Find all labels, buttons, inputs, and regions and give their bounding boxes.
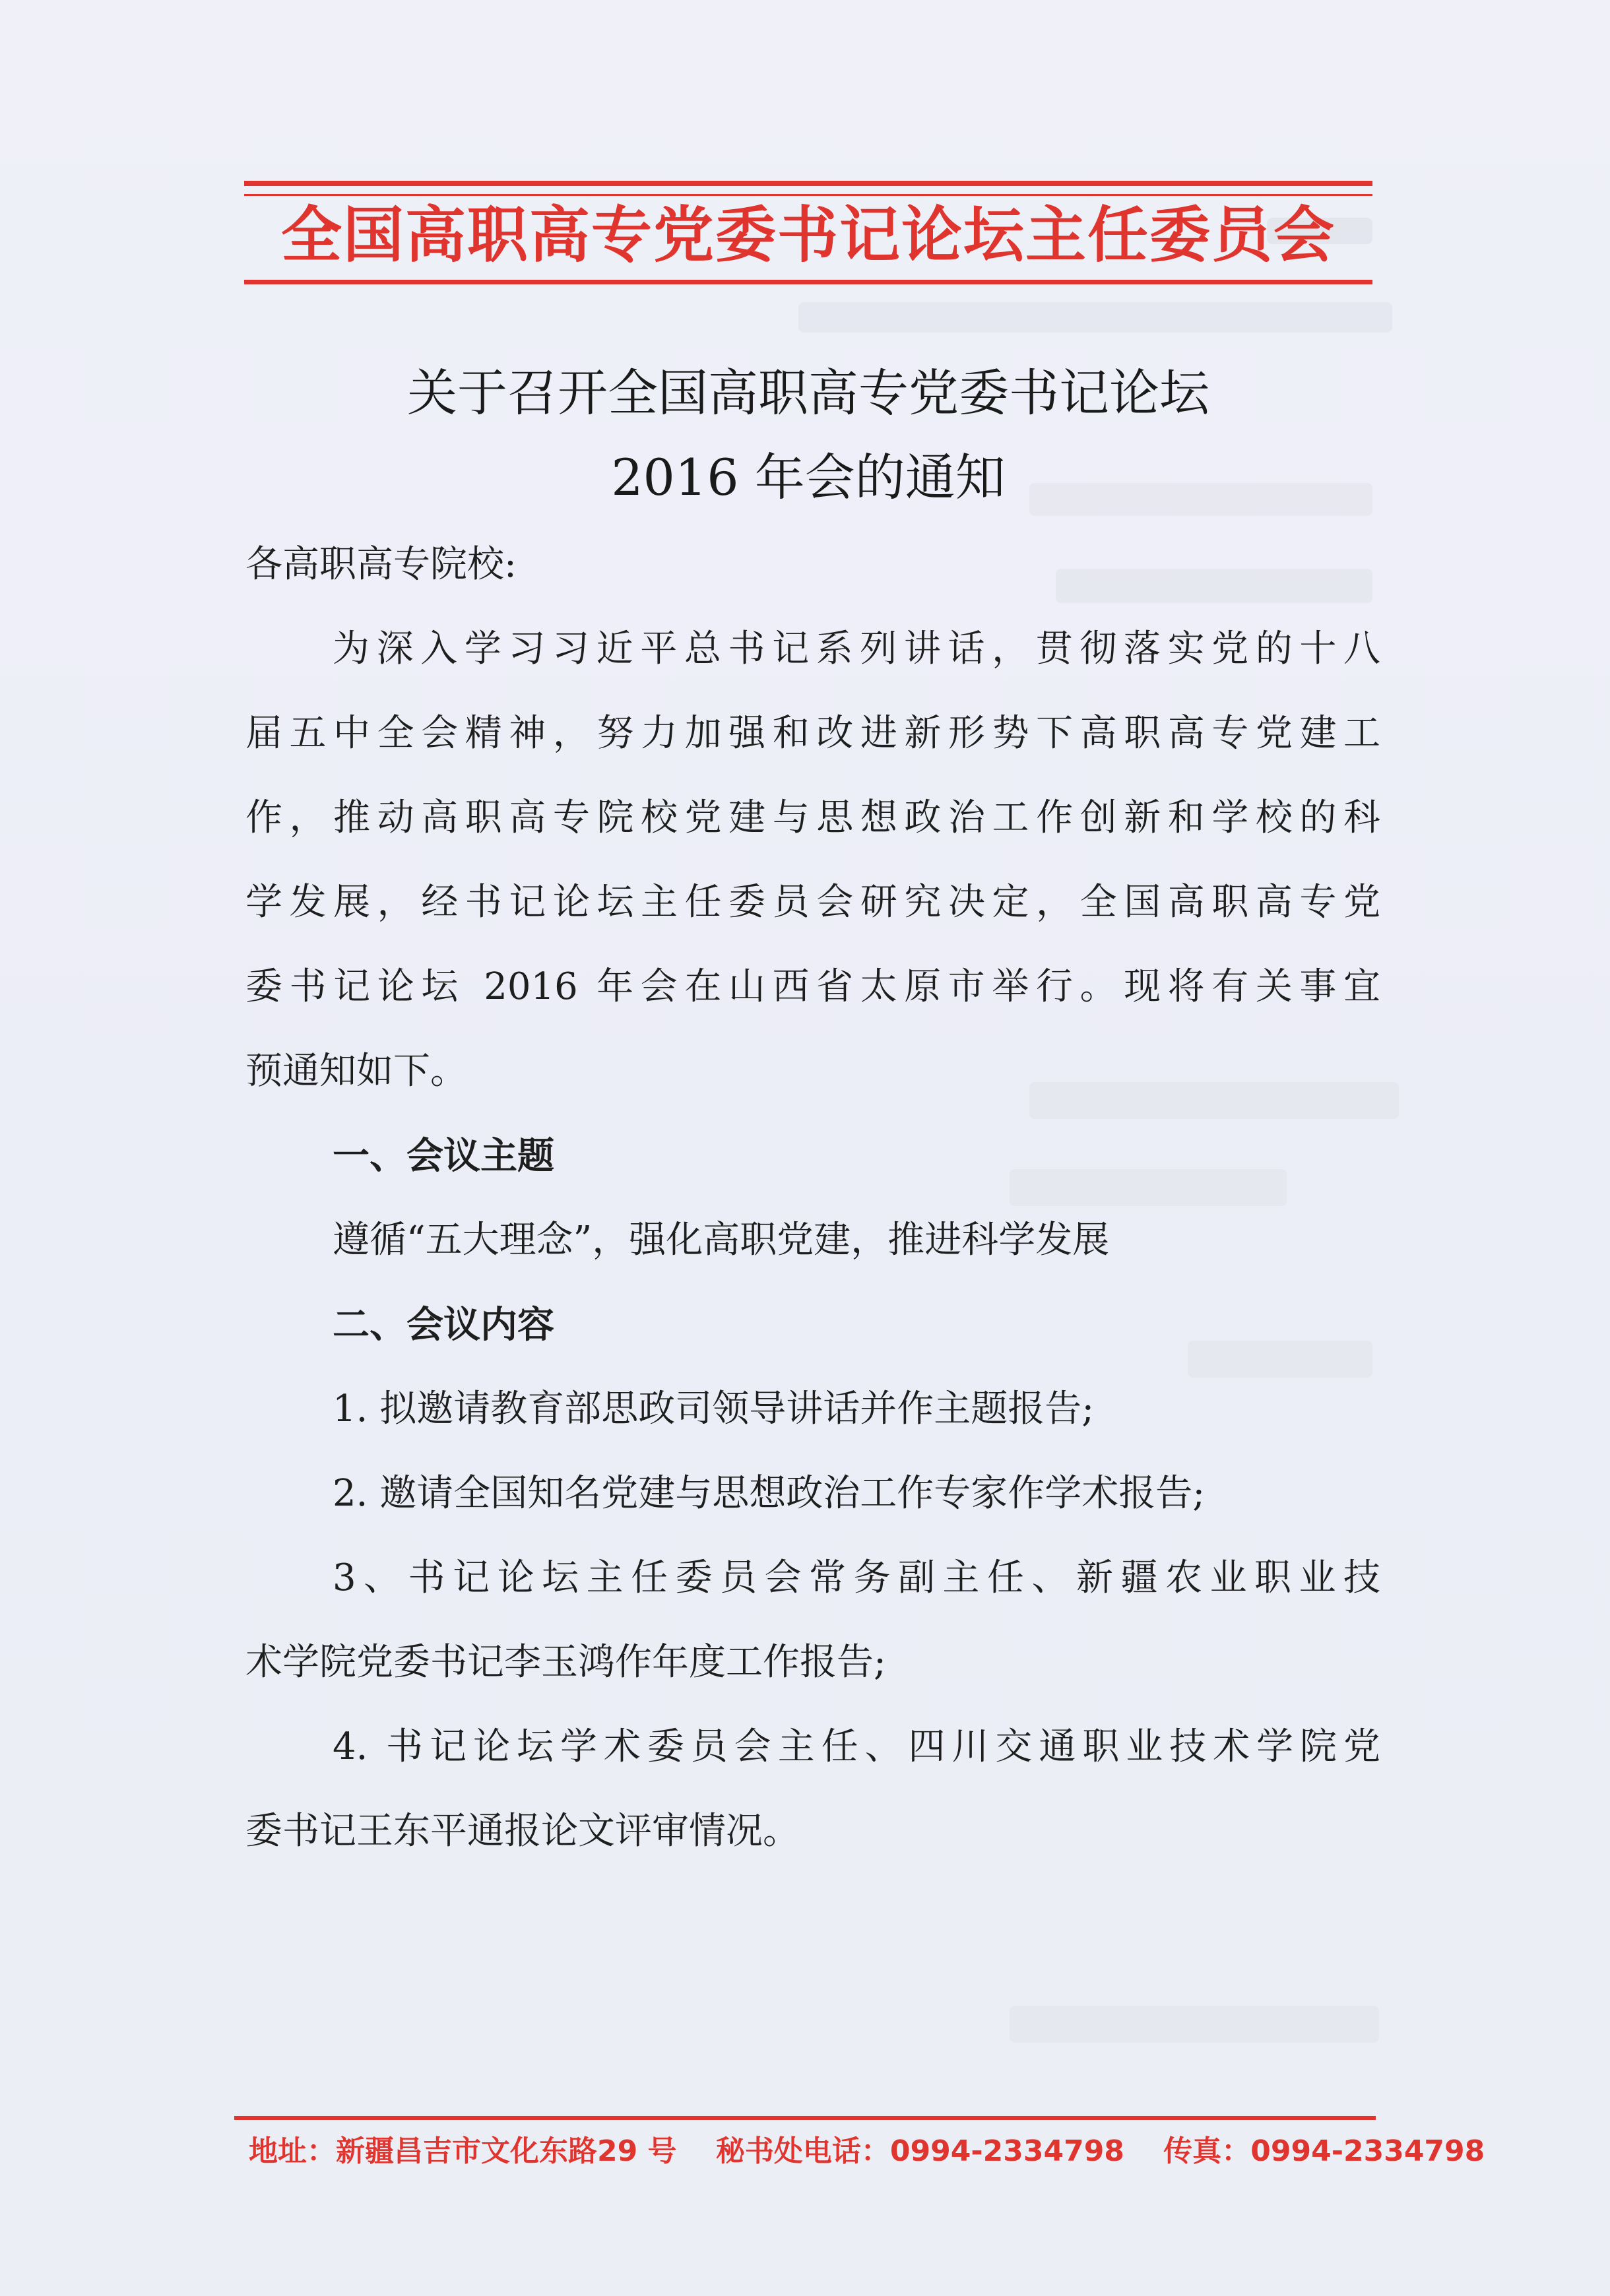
footer-office-phone: 秘书处电话：0994-2334798 [715, 2134, 1124, 2168]
section-2-item: 委书记王东平通报论文评审情况。 [245, 1810, 800, 1853]
intro-line: 委书记论坛 2016 年会在山西省太原市举行。现将有关事宜 [245, 965, 1380, 1008]
section-2-item: 2. 邀请全国知名党建与思想政治工作专家作学术报告; [333, 1472, 1206, 1515]
intro-line: 作，推动高职高专院校党建与思想政治工作创新和学校的科 [245, 796, 1380, 839]
notice-body [245, 523, 1380, 1874]
footer-fax: 传真：0994-2334798 [1163, 2134, 1485, 2168]
letterhead-bottom-rule [244, 280, 1372, 284]
section-2-item: 术学院党委书记李玉鸿作年度工作报告; [245, 1641, 886, 1684]
intro-line: 预通知如下。 [245, 1050, 467, 1093]
intro-line: 学发展，经书记论坛主任委员会研究决定，全国高职高专党 [245, 881, 1380, 924]
footer-address: 地址：新疆昌吉市文化东路29 号 [249, 2134, 677, 2168]
section-2-item: 4. 书记论坛学术委员会主任、四川交通职业技术学院党 [333, 1725, 1380, 1768]
letterhead-top-rule [244, 181, 1372, 186]
footer-rule [234, 2116, 1376, 2120]
section-2-item: 3、书记论坛主任委员会常务副主任、新疆农业职业技 [333, 1556, 1380, 1599]
notice-title-line-2: 2016 年会的通知 [611, 448, 1006, 507]
footer-contact [234, 2130, 1485, 2173]
section-1-text: 遵循“五大理念”，强化高职党建，推进科学发展 [333, 1219, 1110, 1261]
section-2-heading: 二、会议内容 [333, 1303, 554, 1347]
intro-line: 为深入学习习近平总书记系列讲话，贯彻落实党的十八 [333, 627, 1380, 670]
salutation: 各高职高专院校: [245, 543, 517, 586]
notice-title-line-1: 关于召开全国高职高专党委书记论坛 [407, 364, 1209, 422]
section-2-item: 1. 拟邀请教育部思政司领导讲话并作主题报告; [333, 1387, 1095, 1430]
letterhead-org-name: 全国高职高专党委书记论坛主任委员会 [280, 199, 1336, 271]
section-1-heading: 一、会议主题 [333, 1134, 554, 1178]
intro-line: 届五中全会精神，努力加强和改进新形势下高职高专党建工 [245, 712, 1380, 755]
notice-title [244, 351, 1372, 520]
